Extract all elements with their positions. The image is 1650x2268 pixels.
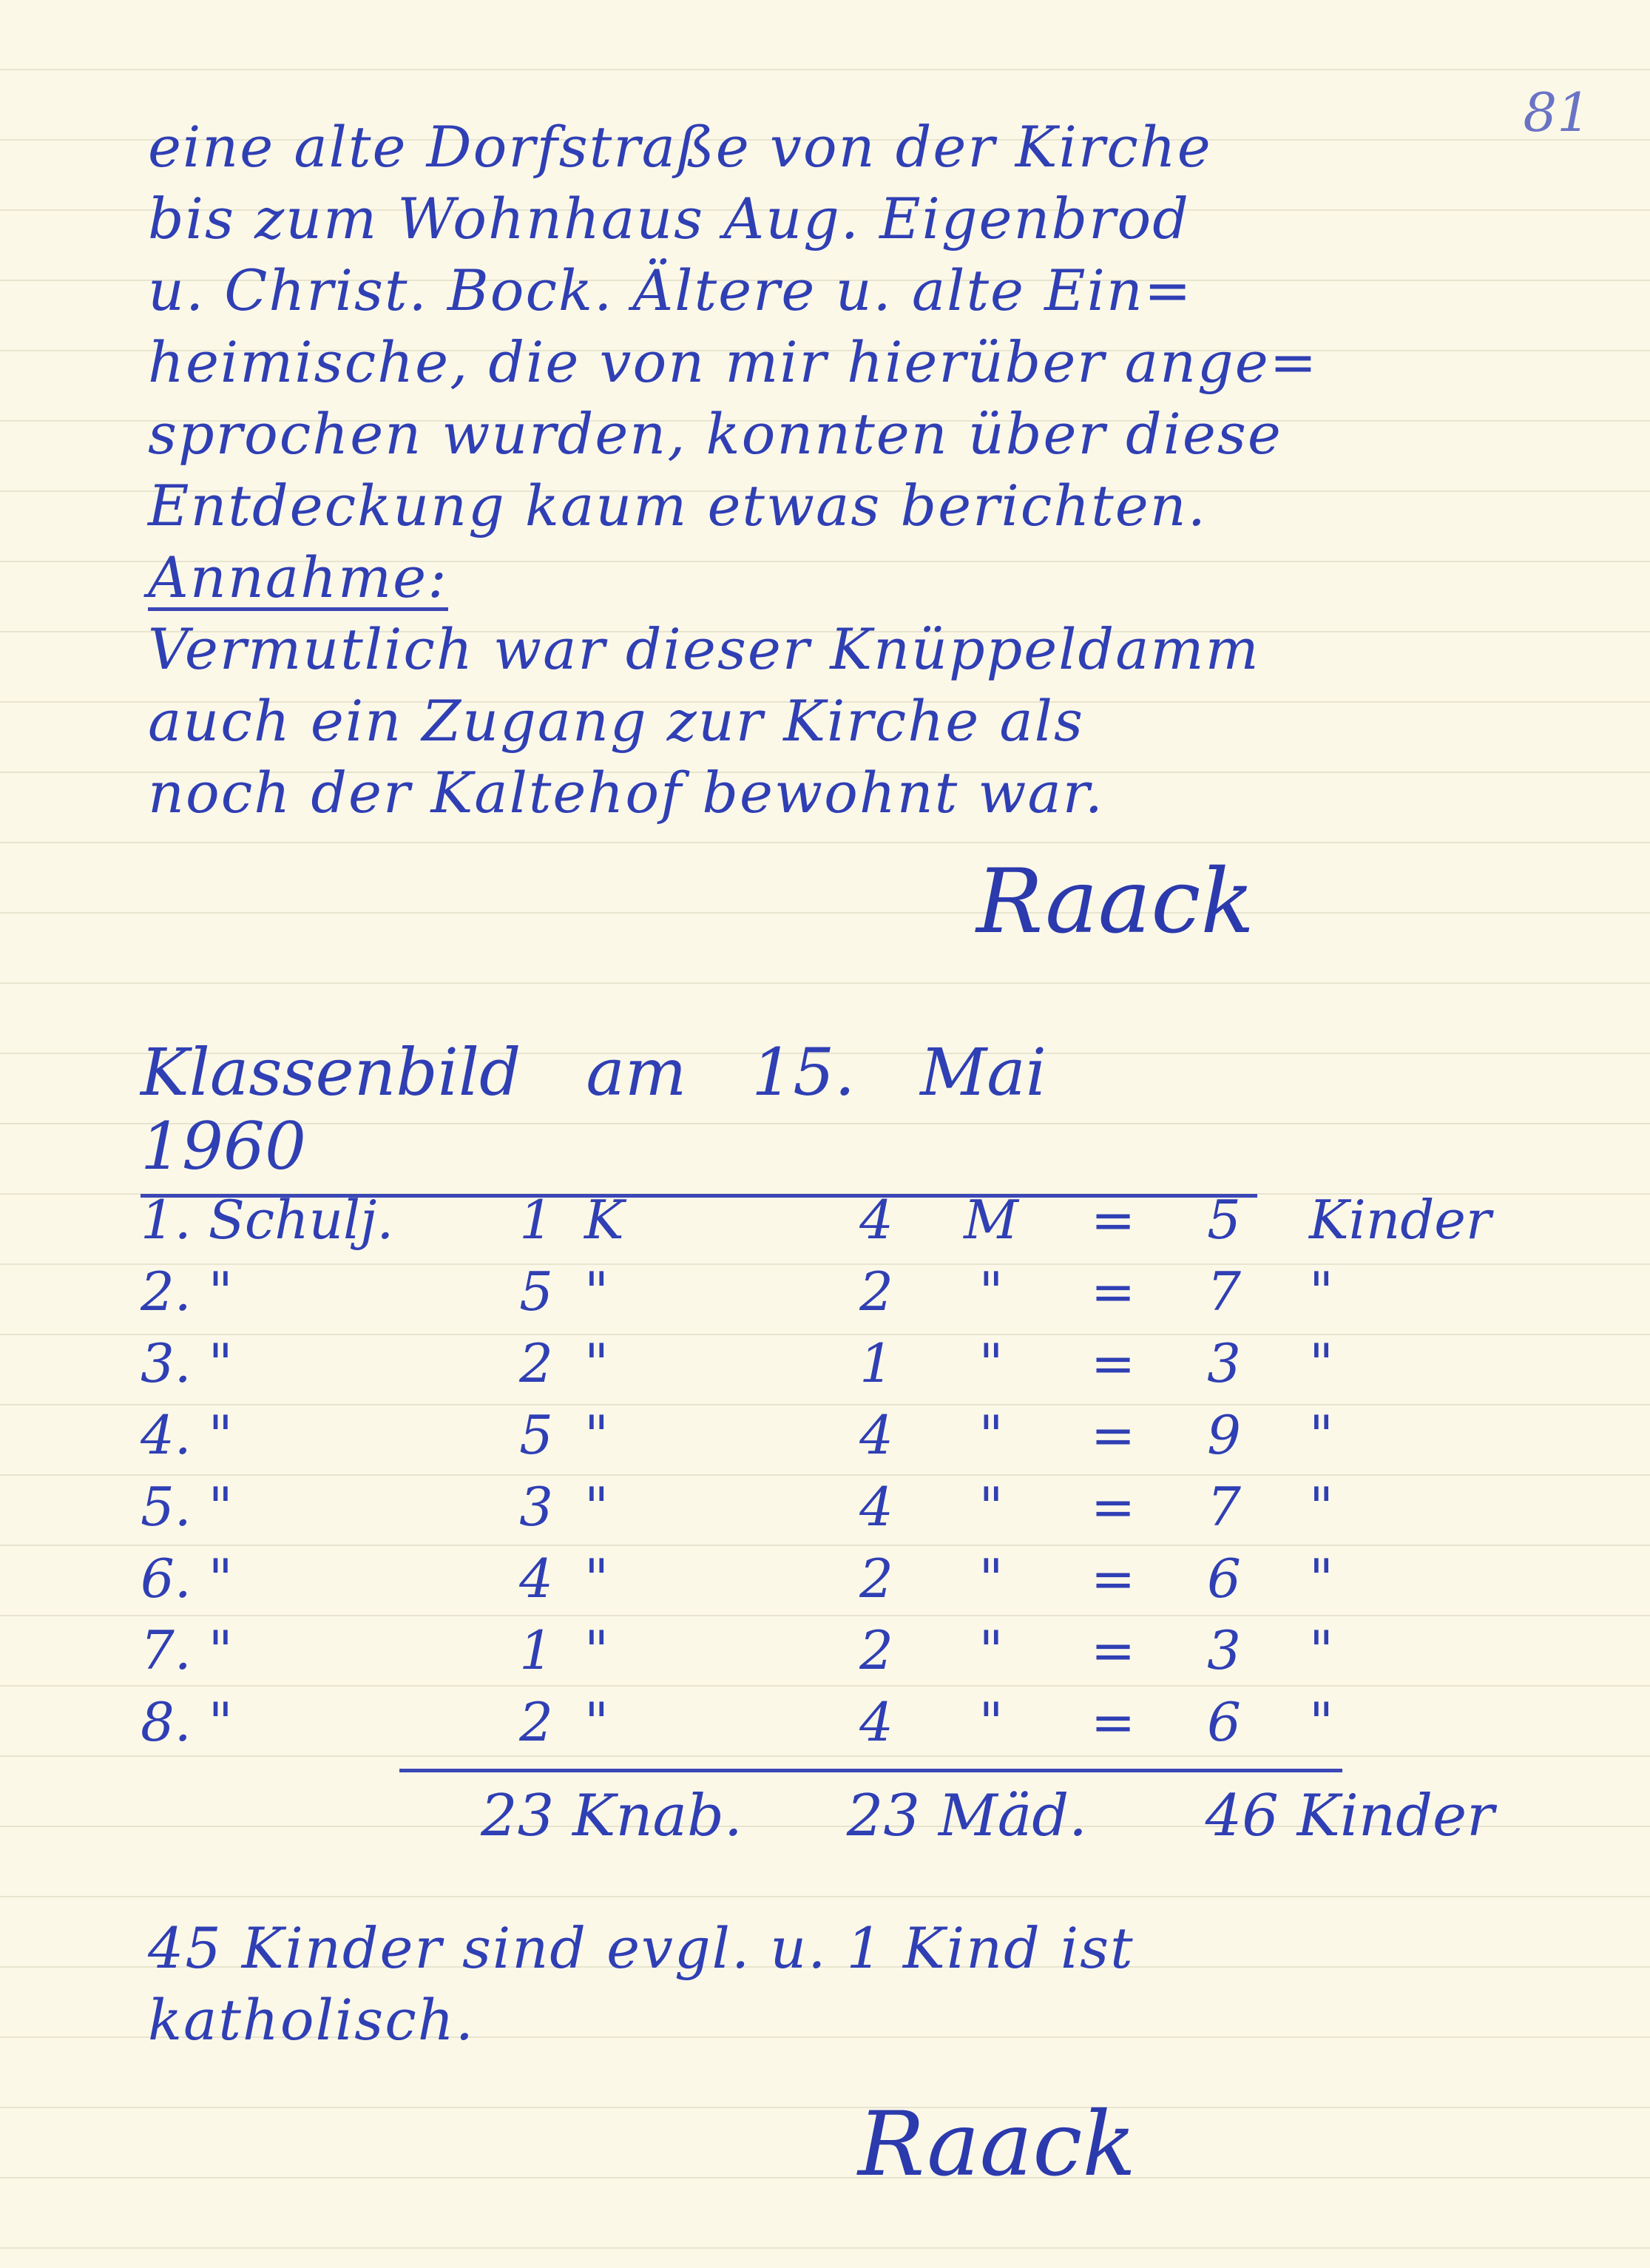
grade-cell: 1. Schulj.	[141, 1188, 394, 1251]
total-count-cell: 6	[1207, 1690, 1241, 1753]
unit-cell: "	[1309, 1690, 1334, 1753]
unit-cell: "	[1309, 1475, 1334, 1538]
unit-cell: Kinder	[1309, 1188, 1492, 1251]
table-row	[141, 1542, 1531, 1614]
equals-cell: =	[1090, 1690, 1136, 1753]
total-count-cell: 7	[1207, 1260, 1241, 1323]
total-count-cell: 7	[1207, 1475, 1241, 1538]
girls-count-cell: 2	[859, 1547, 893, 1610]
table-row	[141, 1327, 1531, 1399]
closing-line: 45 Kinder sind evgl. u. 1 Kind ist	[148, 1915, 1135, 1981]
page-number: 81	[1523, 81, 1591, 144]
total-children: 46 Kinder	[1205, 1783, 1495, 1849]
boys-count-cell: 5	[519, 1260, 553, 1323]
girls-count-cell: 4	[859, 1475, 893, 1538]
boys-mark-cell: "	[584, 1475, 609, 1538]
grade-cell: 5. "	[141, 1475, 233, 1538]
totals-row	[481, 1783, 1494, 1849]
grade-cell: 2. "	[141, 1260, 233, 1323]
girls-count-cell: 4	[859, 1403, 893, 1466]
paragraph-line: sprochen wurden, konnten über diese	[148, 401, 1282, 467]
boys-count-cell: 2	[519, 1332, 553, 1394]
boys-mark-cell: "	[584, 1260, 609, 1323]
equals-cell: =	[1090, 1475, 1136, 1538]
boys-count-cell: 1	[519, 1188, 553, 1251]
girls-count-cell: 1	[859, 1332, 893, 1394]
girls-mark-cell: "	[978, 1475, 1004, 1538]
grade-cell: 6. "	[141, 1547, 233, 1610]
paragraph-line: heimische, die von mir hierüber ange=	[148, 329, 1319, 395]
girls-mark-cell: "	[978, 1690, 1004, 1753]
boys-count-cell: 5	[519, 1403, 553, 1466]
equals-cell: =	[1090, 1619, 1136, 1681]
closing-paragraph	[148, 1912, 1464, 2056]
paragraph-line: eine alte Dorfstraße von der Kirche	[148, 114, 1212, 180]
class-census-table	[141, 1184, 1531, 1758]
table-row	[141, 1614, 1531, 1686]
unit-cell: "	[1309, 1547, 1334, 1610]
total-count-cell: 3	[1207, 1332, 1241, 1394]
boys-mark-cell: K	[584, 1188, 624, 1251]
boys-mark-cell: "	[584, 1690, 609, 1753]
class-picture-heading: Klassenbild am 15. Mai 1960	[141, 1036, 1257, 1198]
equals-cell: =	[1090, 1547, 1136, 1610]
table-row	[141, 1686, 1531, 1758]
boys-count-cell: 4	[519, 1547, 553, 1610]
assumption-heading-line	[148, 541, 1464, 613]
paragraph-line: u. Christ. Bock. Ältere u. alte Ein=	[148, 257, 1193, 323]
boys-count-cell: 2	[519, 1690, 553, 1753]
girls-count-cell: 4	[859, 1188, 893, 1251]
unit-cell: "	[1309, 1619, 1334, 1681]
girls-mark-cell: "	[978, 1619, 1004, 1681]
unit-cell: "	[1309, 1260, 1334, 1323]
equals-cell: =	[1090, 1332, 1136, 1394]
table-row	[141, 1399, 1531, 1471]
total-boys: 23 Knab.	[481, 1783, 743, 1849]
total-count-cell: 6	[1207, 1547, 1241, 1610]
sum-rule	[399, 1769, 1342, 1772]
equals-cell: =	[1090, 1403, 1136, 1466]
table-row	[141, 1255, 1531, 1327]
equals-cell: =	[1090, 1260, 1136, 1323]
total-count-cell: 9	[1207, 1403, 1241, 1466]
girls-mark-cell: M	[964, 1188, 1018, 1251]
grade-cell: 4. "	[141, 1403, 233, 1466]
boys-count-cell: 1	[519, 1619, 553, 1681]
table-row	[141, 1184, 1531, 1255]
grade-cell: 8. "	[141, 1690, 233, 1753]
unit-cell: "	[1309, 1332, 1334, 1394]
table-row	[141, 1471, 1531, 1542]
assumption-heading: Annahme:	[148, 544, 448, 610]
girls-mark-cell: "	[978, 1547, 1004, 1610]
equals-cell: =	[1090, 1188, 1136, 1251]
girls-mark-cell: "	[978, 1332, 1004, 1394]
girls-count-cell: 2	[859, 1619, 893, 1681]
paragraph-line: bis zum Wohnhaus Aug. Eigenbrod	[148, 186, 1190, 252]
boys-mark-cell: "	[584, 1403, 609, 1466]
paragraph-line: Entdeckung kaum etwas berichten.	[148, 473, 1207, 539]
boys-mark-cell: "	[584, 1547, 609, 1610]
total-count-cell: 5	[1207, 1188, 1241, 1251]
signature: Raack	[858, 2093, 1137, 2196]
assumption-line: Vermutlich war dieser Knüppeldamm	[148, 616, 1260, 682]
assumption-line: auch ein Zugang zur Kirche als	[148, 688, 1084, 754]
closing-line: katholisch.	[148, 1987, 475, 2053]
unit-cell: "	[1309, 1403, 1334, 1466]
boys-mark-cell: "	[584, 1619, 609, 1681]
assumption-line: noch der Kaltehof bewohnt war.	[148, 760, 1104, 826]
discovery-paragraph	[148, 111, 1464, 828]
girls-count-cell: 2	[859, 1260, 893, 1323]
grade-cell: 7. "	[141, 1619, 233, 1681]
total-girls: 23 Mäd.	[846, 1783, 1087, 1849]
boys-count-cell: 3	[519, 1475, 553, 1538]
signature: Raack	[976, 851, 1255, 954]
total-count-cell: 3	[1207, 1619, 1241, 1681]
girls-mark-cell: "	[978, 1260, 1004, 1323]
boys-mark-cell: "	[584, 1332, 609, 1394]
girls-mark-cell: "	[978, 1403, 1004, 1466]
grade-cell: 3. "	[141, 1332, 233, 1394]
girls-count-cell: 4	[859, 1690, 893, 1753]
